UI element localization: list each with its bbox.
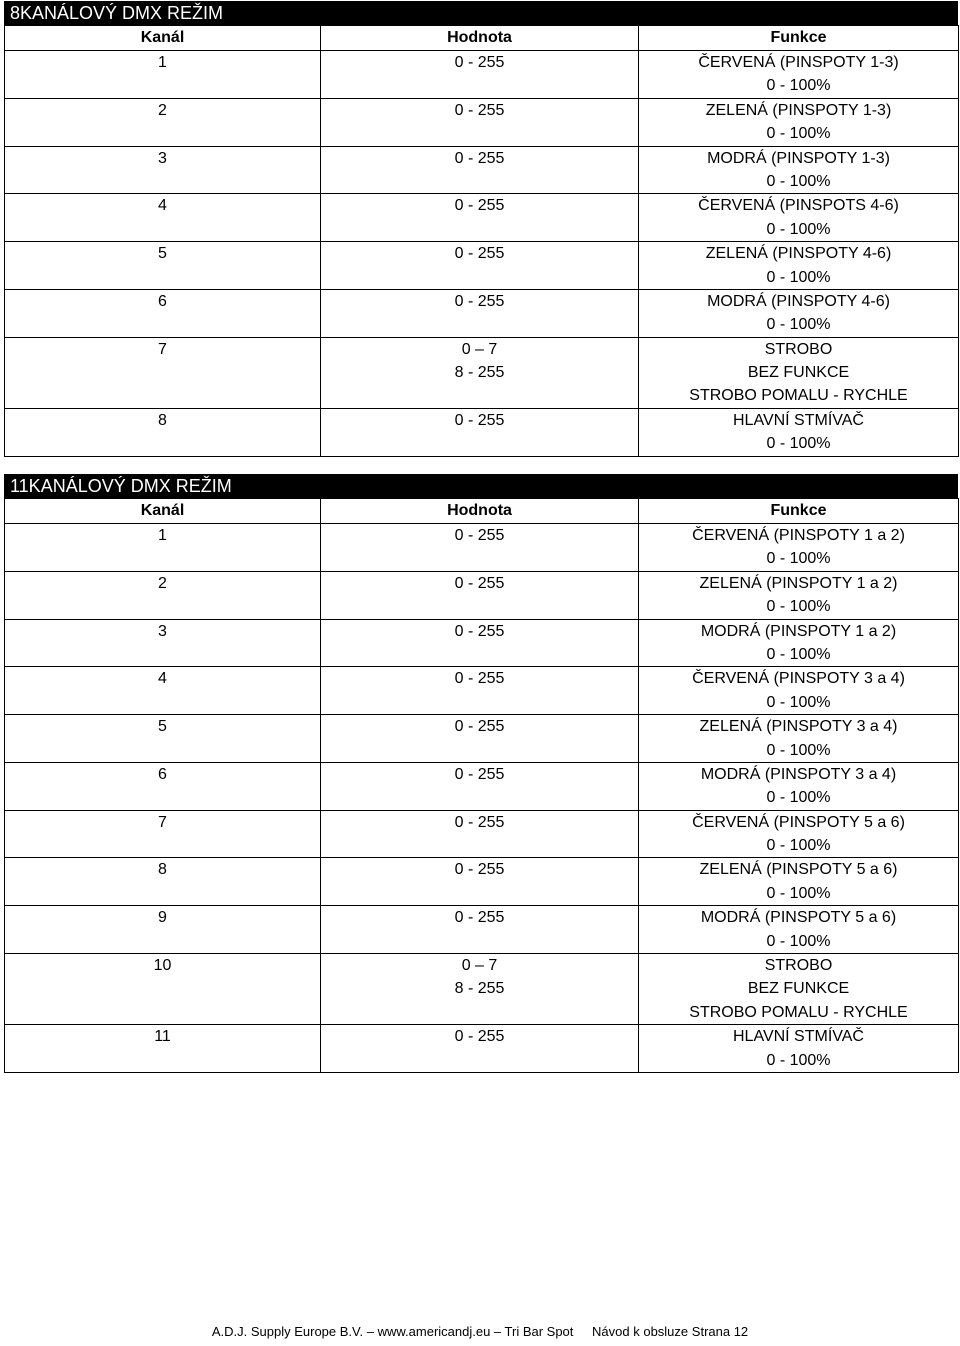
- table-body: [5, 51, 959, 457]
- cell-function-line: 0 - 100%: [766, 220, 831, 238]
- cell-channel: [5, 619, 321, 667]
- cell-channel: [5, 337, 321, 408]
- cell-value-line: 0 - 255: [454, 622, 505, 640]
- cell-channel-line: 4: [158, 670, 167, 688]
- cell-value: [321, 715, 639, 763]
- table-row: [5, 906, 959, 954]
- cell-value-line: 0 - 255: [454, 149, 505, 167]
- cell-channel-line: 7: [158, 340, 167, 358]
- cell-function-line: 0 - 100%: [766, 550, 831, 568]
- cell-value-line: 0 - 255: [454, 527, 505, 544]
- header-function: Funkce: [639, 499, 959, 524]
- header-value: Hodnota: [321, 499, 639, 524]
- cell-channel: [5, 858, 321, 906]
- cell-function: [639, 242, 959, 290]
- cell-function-line: STROBO: [764, 340, 833, 358]
- table-row: [5, 408, 959, 456]
- cell-value-line: 0 - 255: [454, 197, 505, 215]
- table-row: [5, 667, 959, 715]
- footer-page: Strana 12: [691, 1324, 749, 1339]
- cell-function: [639, 337, 959, 408]
- header-function: Funkce: [639, 26, 959, 51]
- table-row: [5, 242, 959, 290]
- table-row: [5, 619, 959, 667]
- header-row: [5, 26, 959, 51]
- header-channel: Kanál: [5, 499, 321, 524]
- cell-channel-line: 11: [154, 1028, 171, 1046]
- cell-function-line: ČERVENÁ (PINSPOTY 1-3): [698, 54, 899, 71]
- cell-channel: [5, 762, 321, 810]
- table-row: [5, 146, 959, 194]
- cell-channel-line: 5: [158, 718, 167, 736]
- cell-channel-line: 2: [158, 574, 167, 592]
- cell-function: [639, 667, 959, 715]
- cell-function-line: HLAVNÍ STMÍVAČ: [733, 411, 864, 429]
- section-title: 8KANÁLOVÝ DMX REŽIM: [4, 1, 958, 25]
- table-row: [5, 51, 959, 99]
- cell-function: [639, 810, 959, 858]
- cell-channel: [5, 954, 321, 1025]
- cell-function: [639, 98, 959, 146]
- table-row: [5, 337, 959, 408]
- cell-function-line: ČERVENÁ (PINSPOTY 1 a 2): [692, 527, 905, 544]
- cell-channel: [5, 906, 321, 954]
- cell-value: [321, 98, 639, 146]
- cell-function-line: 0 - 100%: [766, 741, 831, 759]
- table-row: [5, 98, 959, 146]
- cell-function-line: 0 - 100%: [766, 435, 831, 453]
- cell-function-line: MODRÁ (PINSPOTY 5 a 6): [700, 909, 897, 927]
- cell-function-line: 0 - 100%: [766, 789, 831, 807]
- cell-value-line: 0 - 255: [454, 411, 505, 429]
- cell-channel-line: 1: [158, 54, 167, 71]
- cell-value: [321, 858, 639, 906]
- cell-function-line: ČERVENÁ (PINSPOTY 5 a 6): [692, 813, 905, 831]
- cell-function-line: BEZ FUNKCE: [747, 364, 850, 382]
- cell-function-line: MODRÁ (PINSPOTY 4-6): [707, 292, 890, 310]
- cell-channel: [5, 146, 321, 194]
- header-channel: Kanál: [5, 26, 321, 51]
- header-row: [5, 499, 959, 524]
- cell-value: [321, 906, 639, 954]
- table-row: [5, 954, 959, 1025]
- cell-function: [639, 571, 959, 619]
- cell-value-line: 0 - 255: [454, 1028, 505, 1046]
- table-row: [5, 524, 959, 572]
- cell-function: [639, 858, 959, 906]
- cell-value: [321, 524, 639, 572]
- cell-function-line: 0 - 100%: [766, 172, 831, 190]
- cell-function: [639, 1025, 959, 1073]
- cell-channel: [5, 408, 321, 456]
- cell-function: [639, 51, 959, 99]
- cell-channel: [5, 289, 321, 337]
- cell-function-line: BEZ FUNKCE: [747, 980, 850, 998]
- cell-value: [321, 242, 639, 290]
- section-title: 11KANÁLOVÝ DMX REŽIM: [4, 474, 958, 498]
- cell-channel-line: 9: [158, 909, 167, 927]
- cell-value-line: 0 - 255: [454, 718, 505, 736]
- cell-function-line: 0 - 100%: [766, 884, 831, 902]
- cell-function-line: 0 - 100%: [766, 77, 831, 95]
- table-row: [5, 715, 959, 763]
- cell-value: [321, 619, 639, 667]
- dmx-8ch-section: [4, 1, 958, 457]
- cell-function-line: ČERVENÁ (PINSPOTS 4-6): [698, 197, 899, 215]
- cell-value: [321, 146, 639, 194]
- cell-channel-line: 8: [158, 861, 167, 879]
- cell-channel: [5, 810, 321, 858]
- cell-value-line: 0 - 255: [454, 292, 505, 310]
- cell-function: [639, 954, 959, 1025]
- footer-manual: Návod k obsluze: [592, 1324, 689, 1339]
- cell-function-line: 0 - 100%: [766, 837, 831, 855]
- cell-value-line: 0 - 255: [454, 765, 505, 783]
- cell-channel: [5, 242, 321, 290]
- cell-function-line: ZELENÁ (PINSPOTY 5 a 6): [699, 861, 898, 879]
- cell-function: [639, 146, 959, 194]
- cell-function-line: ZELENÁ (PINSPOTY 1 a 2): [699, 574, 898, 592]
- table-row: [5, 810, 959, 858]
- footer-website: – www.americandj.eu –: [366, 1324, 505, 1339]
- table-row: [5, 571, 959, 619]
- cell-channel: [5, 715, 321, 763]
- cell-function-line: 0 - 100%: [766, 1051, 831, 1069]
- cell-function-line: STROBO POMALU - RYCHLE: [689, 387, 908, 405]
- cell-value: [321, 337, 639, 408]
- cell-channel: [5, 524, 321, 572]
- cell-function: [639, 289, 959, 337]
- cell-value: [321, 571, 639, 619]
- cell-value: [321, 408, 639, 456]
- cell-function-line: ZELENÁ (PINSPOTY 3 a 4): [699, 718, 898, 736]
- cell-channel: [5, 571, 321, 619]
- cell-function-line: HLAVNÍ STMÍVAČ: [733, 1028, 864, 1046]
- cell-function-line: MODRÁ (PINSPOTY 3 a 4): [700, 765, 897, 783]
- cell-value-line: 0 - 255: [454, 54, 505, 71]
- cell-function-line: ZELENÁ (PINSPOTY 1-3): [705, 101, 892, 119]
- cell-channel: [5, 51, 321, 99]
- cell-channel-line: 1: [158, 527, 167, 544]
- dmx-11ch-section: [4, 474, 958, 1073]
- cell-function-line: 0 - 100%: [766, 125, 831, 143]
- cell-function: [639, 524, 959, 572]
- cell-value: [321, 51, 639, 99]
- page-footer: [0, 1324, 960, 1339]
- cell-function: [639, 619, 959, 667]
- cell-channel: [5, 194, 321, 242]
- cell-value: [321, 1025, 639, 1073]
- table-row: [5, 289, 959, 337]
- cell-function-line: 0 - 100%: [766, 932, 831, 950]
- cell-channel-line: 6: [158, 292, 167, 310]
- cell-function-line: ZELENÁ (PINSPOTY 4-6): [705, 245, 892, 263]
- cell-value-line: 0 - 255: [454, 101, 505, 119]
- table-row: [5, 194, 959, 242]
- table-row: [5, 858, 959, 906]
- cell-channel-line: 2: [158, 101, 167, 119]
- footer-company: A.D.J. Supply Europe B.V.: [211, 1324, 364, 1339]
- cell-value-line: 0 - 255: [454, 861, 505, 879]
- dmx-8ch-table: [4, 25, 959, 457]
- cell-function-line: STROBO POMALU - RYCHLE: [689, 1003, 908, 1021]
- cell-function-line: STROBO: [764, 957, 833, 975]
- cell-value: [321, 954, 639, 1025]
- cell-value: [321, 194, 639, 242]
- cell-function: [639, 762, 959, 810]
- cell-channel-line: 8: [158, 411, 167, 429]
- cell-value: [321, 289, 639, 337]
- cell-function-line: 0 - 100%: [766, 268, 831, 286]
- cell-value-line: 0 - 255: [454, 245, 505, 263]
- cell-channel-line: 5: [158, 245, 167, 263]
- cell-function: [639, 194, 959, 242]
- cell-function-line: MODRÁ (PINSPOTY 1-3): [707, 149, 890, 167]
- table-row: [5, 762, 959, 810]
- cell-channel-line: 10: [153, 957, 172, 975]
- cell-value: [321, 810, 639, 858]
- cell-channel-line: 4: [158, 197, 167, 215]
- cell-channel: [5, 667, 321, 715]
- cell-function: [639, 408, 959, 456]
- cell-value-line: 0 - 255: [454, 670, 505, 688]
- header-value: Hodnota: [321, 26, 639, 51]
- table-row: [5, 1025, 959, 1073]
- cell-value-line: 8 - 255: [454, 364, 505, 382]
- cell-value-line: 0 - 255: [454, 574, 505, 592]
- cell-value: [321, 762, 639, 810]
- cell-function-line: 0 - 100%: [766, 693, 831, 711]
- cell-value-line: 8 - 255: [454, 980, 505, 998]
- cell-function-line: MODRÁ (PINSPOTY 1 a 2): [700, 622, 897, 640]
- cell-channel-line: 3: [158, 149, 167, 167]
- cell-function: [639, 906, 959, 954]
- cell-function-line: 0 - 100%: [766, 316, 831, 334]
- cell-channel-line: 3: [158, 622, 167, 640]
- cell-channel-line: 6: [158, 765, 167, 783]
- table-body: [5, 524, 959, 1073]
- cell-channel: [5, 98, 321, 146]
- cell-function-line: 0 - 100%: [766, 598, 831, 616]
- cell-value-line: 0 – 7: [461, 957, 498, 975]
- dmx-11ch-table: [4, 498, 959, 1073]
- cell-function: [639, 715, 959, 763]
- cell-value-line: 0 - 255: [454, 813, 505, 831]
- cell-value-line: 0 – 7: [461, 340, 498, 358]
- cell-channel: [5, 1025, 321, 1073]
- cell-function-line: 0 - 100%: [766, 645, 831, 663]
- cell-function-line: ČERVENÁ (PINSPOTY 3 a 4): [692, 670, 905, 688]
- cell-channel-line: 7: [158, 813, 167, 831]
- cell-value: [321, 667, 639, 715]
- cell-value-line: 0 - 255: [454, 909, 505, 927]
- footer-product: Tri Bar Spot: [504, 1324, 574, 1339]
